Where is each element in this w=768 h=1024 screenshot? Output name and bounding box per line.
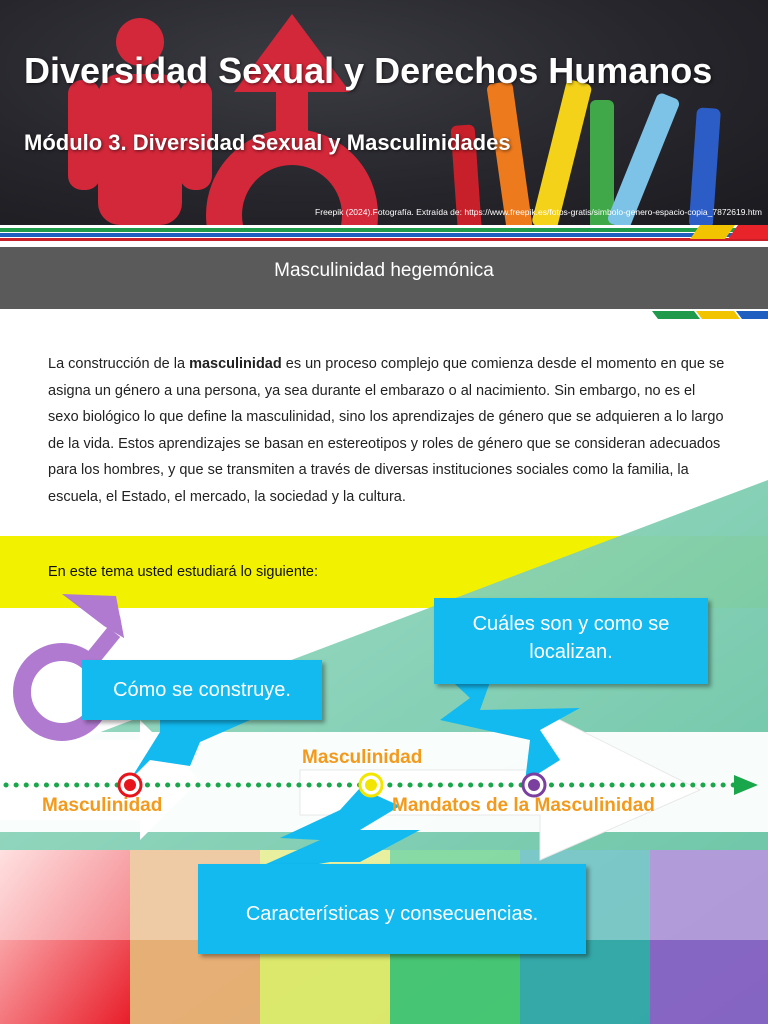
section-bar-accent xyxy=(648,309,768,323)
topics-lead-text: En este tema usted estudiará lo siguiente: xyxy=(48,564,319,580)
color-strip xyxy=(0,225,768,247)
crayon-icon xyxy=(606,92,681,225)
timeline-dot-2 xyxy=(360,774,382,796)
header-banner xyxy=(0,0,768,225)
callout-how-built: Cómo se construye. xyxy=(82,660,322,720)
callout-where-located: Cuáles son y como se localizan. xyxy=(434,598,708,684)
timeline-dot-1 xyxy=(119,774,141,796)
intro-text-start: La construcción de la xyxy=(48,356,190,372)
timeline-dot-3 xyxy=(523,774,545,796)
intro-text-rest: es un proceso complejo que comienza desde el momento en que se asigna un género a una persona, ya sea durante el embarazo o al nacimiento. Sin embargo, no es el sexo biológico lo que define la masculinidad, sino los aprendizajes de género que se adquieren a lo largo de la vida. Estos aprendizajes se basan en estereotipos y roles de género que se consideran adecuados para los hombres, y que se transmiten a través de diversas instituciones sociales como la familia, la escuela, el Estado, el mercado, la sociedad y la cultura. xyxy=(48,356,725,505)
header-photo xyxy=(0,0,768,225)
crayon-icon xyxy=(531,79,593,225)
section-title: Masculinidad hegemónica xyxy=(274,260,494,281)
male-symbol-icon-red xyxy=(224,14,360,225)
callout-characteristics: Características y consecuencias. xyxy=(198,864,586,954)
timeline-label-3: Mandatos de la Masculinidad xyxy=(392,795,655,816)
module-subtitle: Módulo 3. Diversidad Sexual y Masculinidades xyxy=(24,130,511,155)
timeline-label-2: Masculinidad xyxy=(302,747,423,768)
intro-keyword: masculinidad xyxy=(189,356,282,372)
timeline-label-1: Masculinidad xyxy=(42,795,163,816)
page-title: Diversidad Sexual y Derechos Humanos xyxy=(24,50,713,91)
image-credit: Freepik (2024).Fotografía. Extraída de: https://www.freepik.es/fotos-gratis/simbolo-genero-espacio-copia_7872619.htm xyxy=(315,207,762,217)
